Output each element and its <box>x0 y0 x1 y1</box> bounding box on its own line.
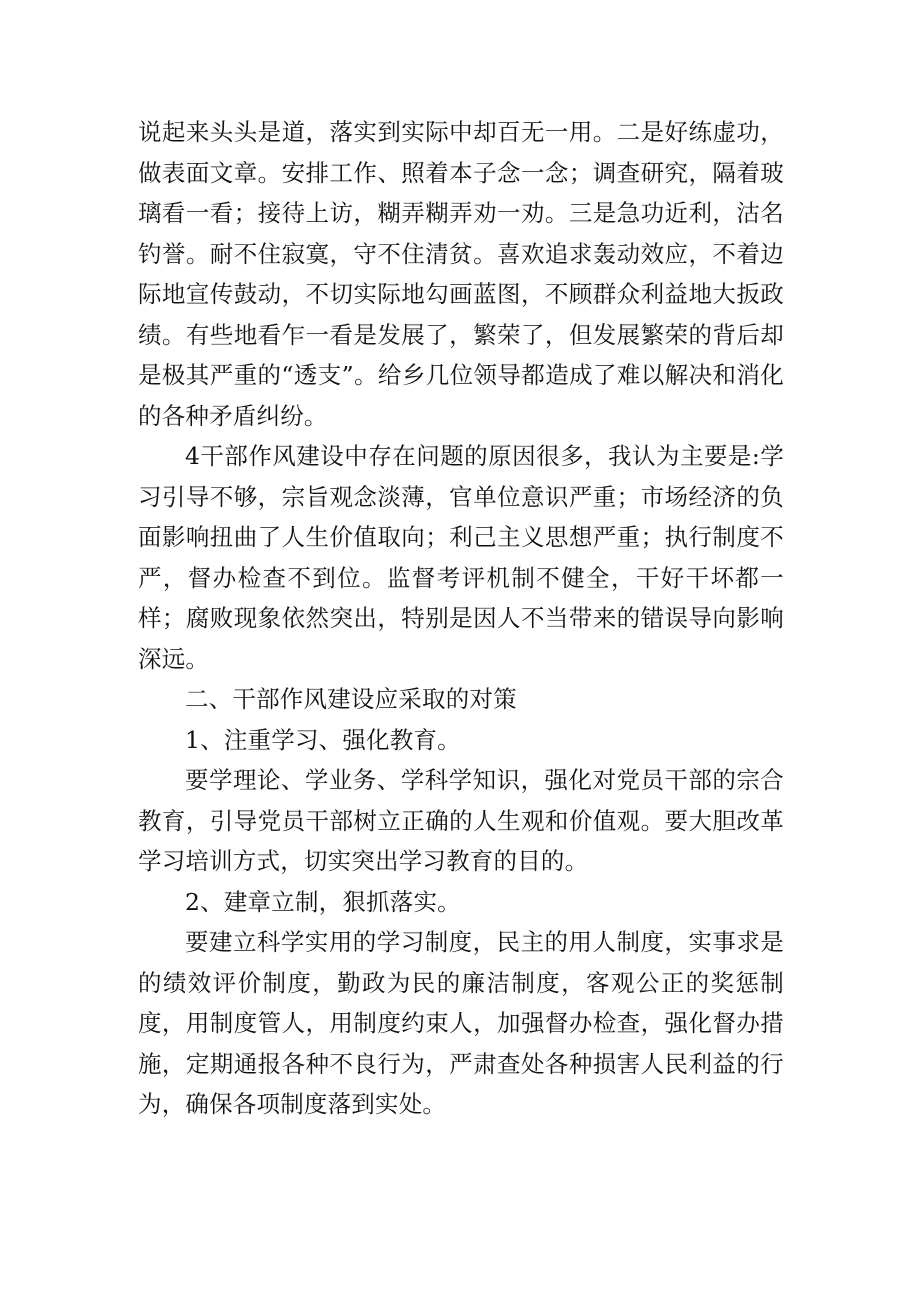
section-heading-countermeasures: 二、干部作风建设应采取的对策 <box>185 685 517 713</box>
paragraph-problem-causes: 4干部作风建设中存在问题的原因很多，我认为主要是:学习引导不够，宗旨观念淡薄，官单位意识严重；市场经济的负面影响扭曲了人生价值取向；利己主义思想严重；执行制度不严，督办检查不到位。监督考评机制不健全，干好干坏都一样；腐败现象依然突出，特别是因人不当带来的错误导向影响深远。 <box>138 442 784 673</box>
paragraph-continued-text: 说起来头头是道，落实到实际中却百无一用。二是好练虚功，做表面文章。安排工作、照着本子念一念；调查研究，隔着玻璃看一看；接待上访，糊弄糊弄劝一劝。三是急功近利，沽名钓誉。耐不住寂寞，守不住清贫。喜欢追求轰动效应，不着边际地宣传鼓动，不切实际地勾画蓝图，不顾群众利益地大扳政绩。有些地看乍一看是发展了，繁荣了，但发展繁荣的背后却是极其严重的“透支”。给乡几位领导都造成了难以解决和消化的各种矛盾纠纷。 <box>138 118 784 430</box>
paragraph-rules-implementation: 要建立科学实用的学习制度，民主的用人制度，实事求是的绩效评价制度，勤政为民的廉洁制度，客观公正的奖惩制度，用制度管人，用制度约束人，加强督办检查，强化督办措施，定期通报各种不良行为，严肃查处各种损害人民利益的行为，确保各项制度落到实处。 <box>138 928 784 1118</box>
subheading-rules-implementation: 2、建章立制，狠抓落实。 <box>185 887 461 916</box>
subheading-study-education: 1、注重学习、强化教育。 <box>185 725 461 754</box>
document-body <box>138 112 784 1125</box>
paragraph-study-education: 要学理论、学业务、学科学知识，强化对党员干部的宗合教育，引导党员干部树立正确的人生观和价值观。要大胆改革学习培训方式，切实突出学习教育的目的。 <box>138 766 784 875</box>
